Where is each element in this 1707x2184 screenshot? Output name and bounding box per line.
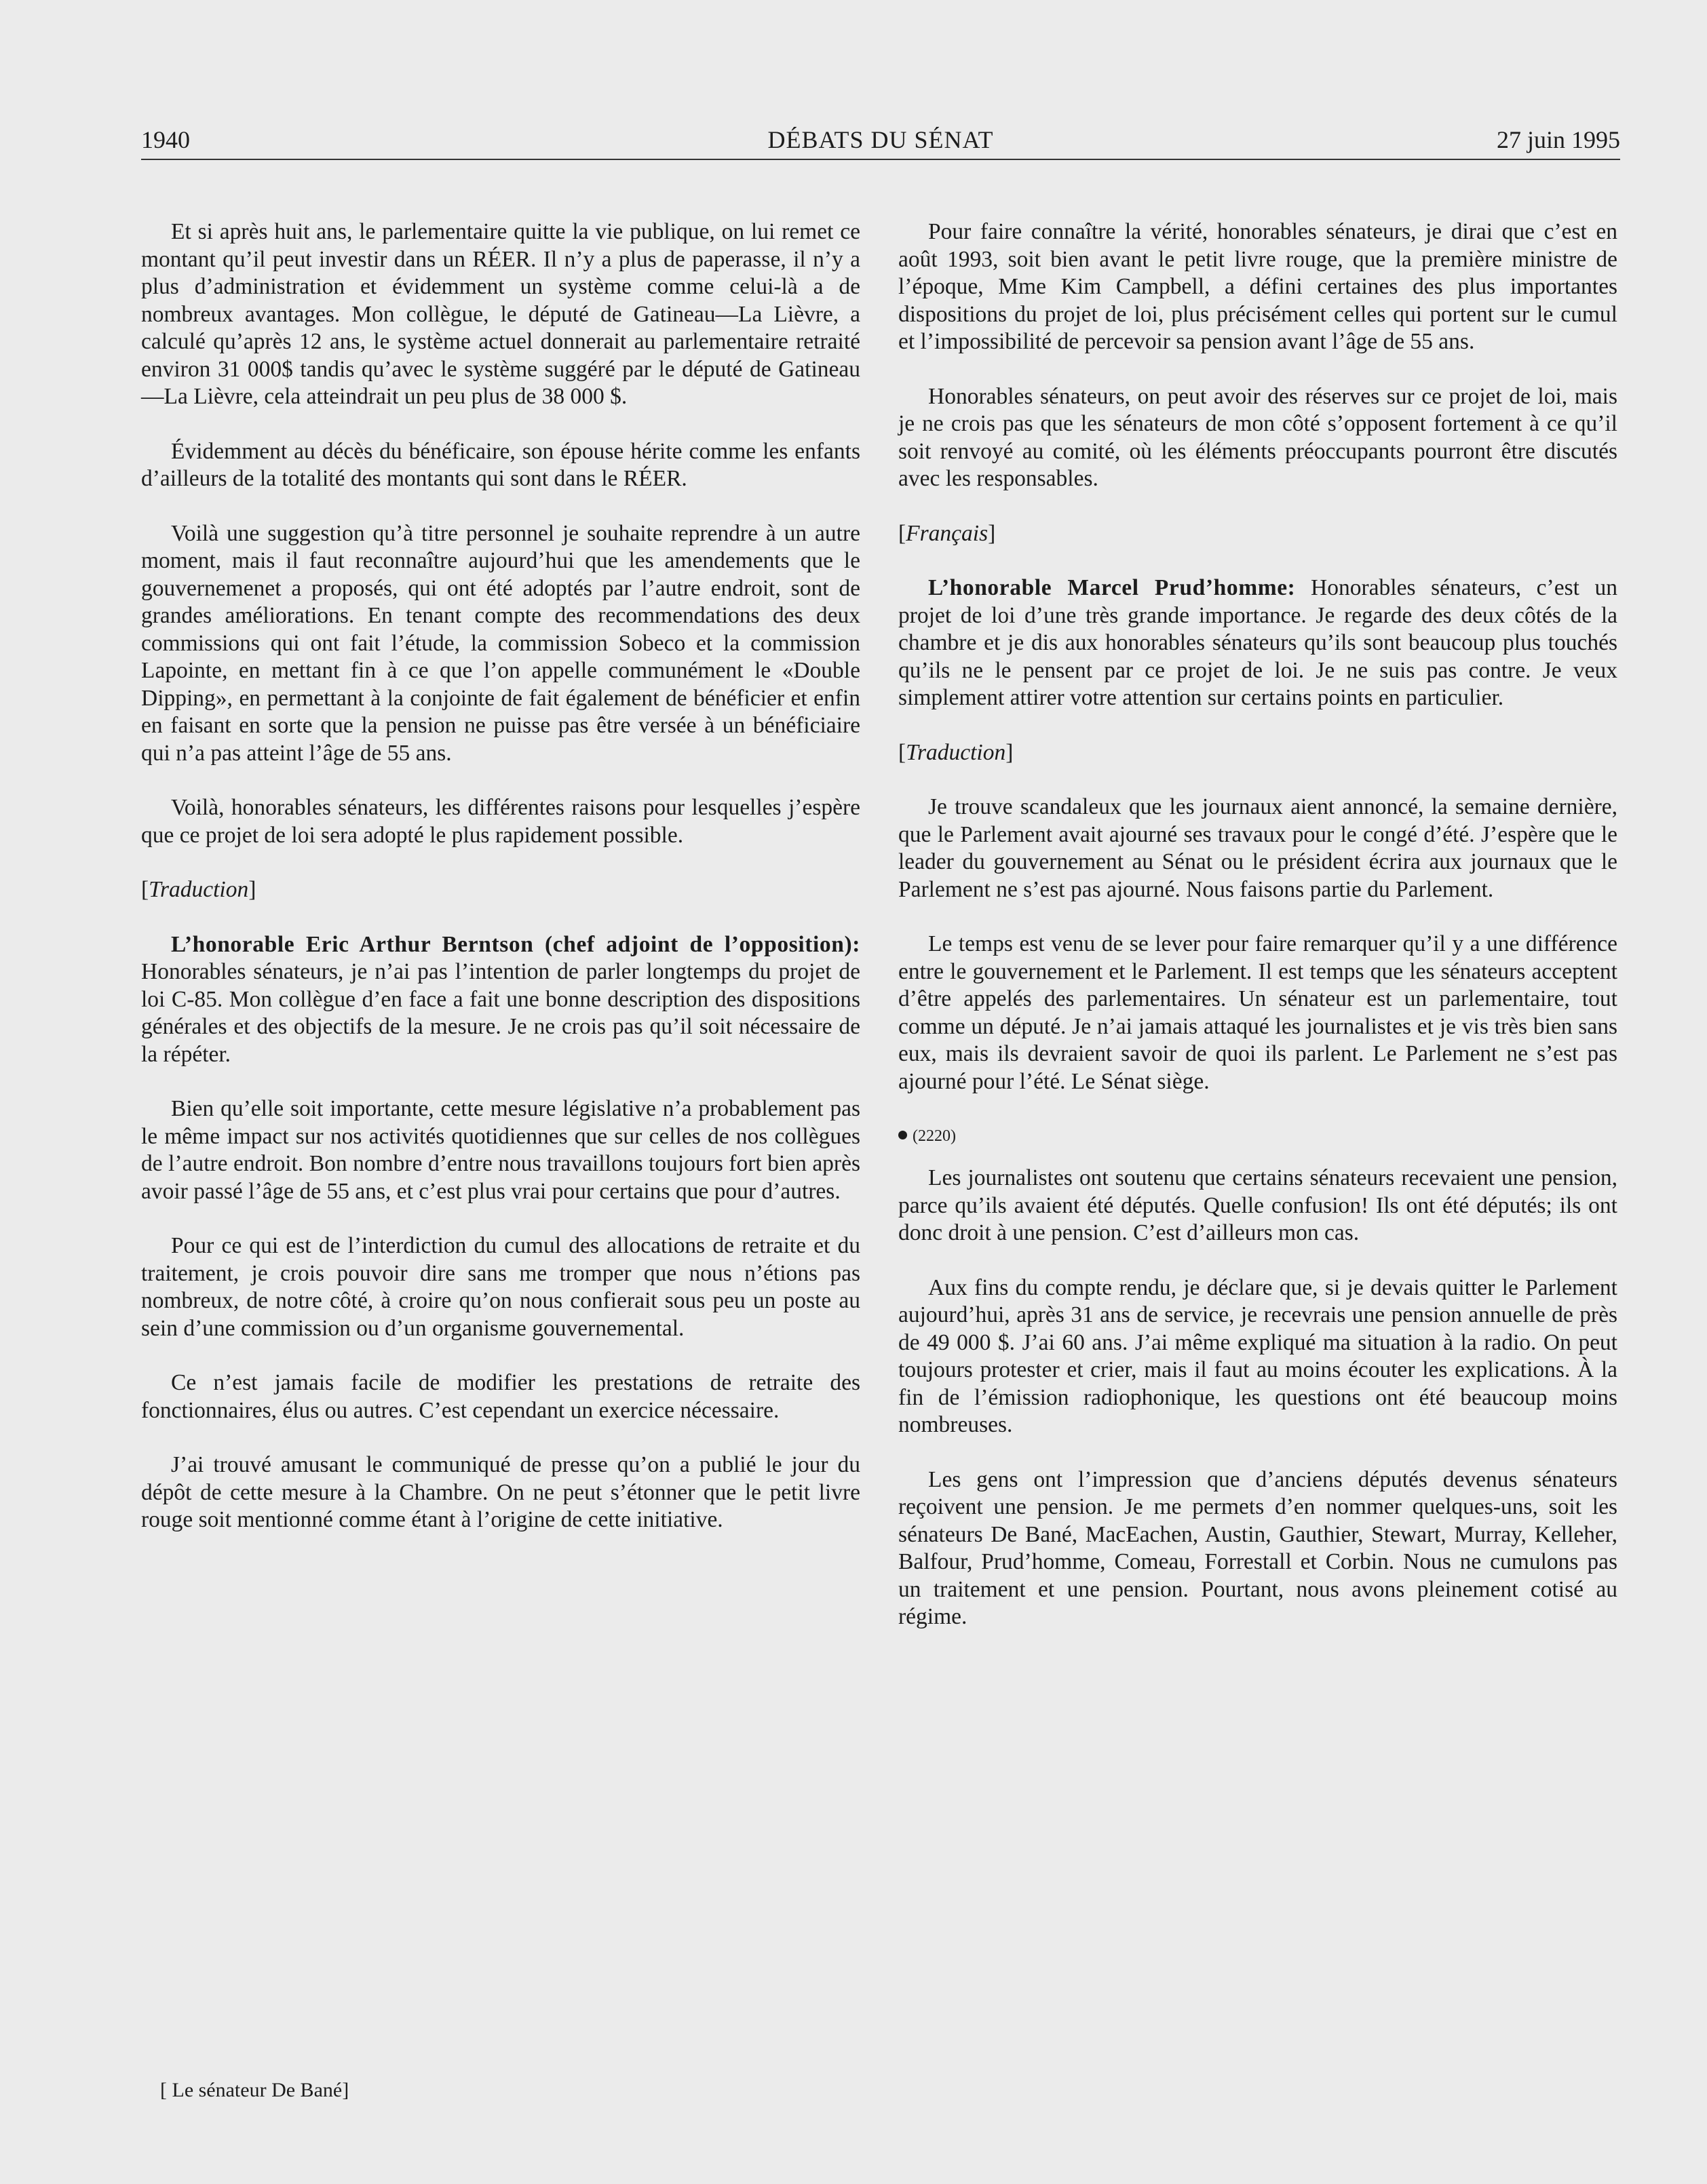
paragraph: Et si après huit ans, le parlementaire quitte la vie publique, on lui remet ce montant qu’il peut investir dans un RÉER. Il n’y a plus de paperasse, il n’y a plus d’administration et évidemment un système comme celui-là a de nombreux avantages. Mon collègue, le député de Gatineau—La Lièvre, a calculé qu’après 12 ans, le système actuel donnerait au parlementaire retraité environ 31 000$ tandis qu’avec le système suggéré par le député de Gatineau—La Lièvre, cela atteindrait un peu plus de 38 000 $. — [141, 219, 860, 409]
speaker-name: L’honorable Eric Arthur Berntson (chef adjoint de l’opposition): — [171, 931, 860, 957]
speech-text: Honorables sénateurs, c’est un projet de loi d’une très grande importance. Je regarde des deux côtés de la chambre et je dis aux honorables sénateurs qu’ils sont beaucoup plus touchés qu’ils ne le pensent par ce projet de loi. Je ne suis pas contre. Je veux simplement attirer votre attention sur certains points en particulier. — [898, 575, 1618, 710]
speech-text: Honorables sénateurs, je n’ai pas l’intention de parler longtemps du projet de loi C-85. Mon collègue d’en face a fait une bonne description des dispositions générales et des objectifs de la mesure. Je ne crois pas qu’il soit nécessaire de la répéter. — [141, 959, 860, 1067]
time-marker — [898, 1123, 1617, 1150]
paragraph: Voilà une suggestion qu’à titre personnel je souhaite reprendre à un autre moment, mais il faut reconnaître aujourd’hui que les amendements que le gouvernemenet a proposés, qui ont été adoptés par l’autre endroit, sont de grandes améliorations. En tenant compte des recommendations des deux commissions qui ont fait l’étude, la commission Sobeco et la commission Lapointe, en mettant fin à ce que l’on appelle communément le «Double Dipping», en permettant à la conjointe de fait également de bénéficier et enfin en faisant en sorte que la pension ne puisse pas être versée à un bénéficiaire qui n’a pas atteint l’âge de 55 ans. — [141, 520, 860, 766]
speaker-name: L’honorable Marcel Prud’homme: — [928, 575, 1296, 600]
paragraph: Bien qu’elle soit importante, cette mesure législative n’a probablement pas le même impact sur nos activités quotidiennes que sur celles de nos collègues de l’autre endroit. Bon nombre d’entre nous travaillons toujours fort bien après avoir passé l’âge de 55 ans, et c’est plus vrai pour certains que pour d’autres. — [141, 1096, 860, 1204]
paragraph: Évidemment au décès du bénéficaire, son épouse hérite comme les enfants d’ailleurs de la totalité des montants qui sont dans le RÉER. — [141, 438, 860, 491]
language-tag-text: Français — [906, 520, 989, 546]
page-date: 27 juin 1995 — [1496, 126, 1620, 153]
language-tag: [Traduction] — [898, 739, 1014, 765]
header-rule — [141, 159, 1620, 160]
language-tag-text: Traduction — [149, 877, 249, 902]
page-number: 1940 — [141, 126, 190, 153]
paragraph: Les journalistes ont soutenu que certains sénateurs recevaient une pension, parce qu’ils avaient été députés. Quelle confusion! Ils ont été députés; ils ont donc droit à une pension. C’est d’ailleurs mon cas. — [898, 1165, 1617, 1245]
speech-paragraph — [141, 931, 860, 1069]
paragraph: Le temps est venu de se lever pour faire remarquer qu’il y a une différence entre le gouvernement et le Parlement. Il est temps que les sénateurs acceptent d’être appelés des parlementaires. Un sénateur est un parlementaire, tout comme un député. Je n’ai jamais attaqué les journalistes et je vis très bien sans eux, mais ils devraient savoir de quoi ils parlent. Le Parlement ne s’est pas ajourné pour l’été. Le Sénat siège. — [898, 931, 1617, 1094]
time-marker-text: (2220) — [913, 1127, 956, 1145]
language-tag: [Français] — [898, 520, 996, 546]
page-footer: [ Le sénateur De Bané] — [160, 2079, 349, 2101]
paragraph: Aux fins du compte rendu, je déclare que, si je devais quitter le Parlement aujourd’hui, après 31 ans de service, je recevrais une pension annuelle de près de 49 000 $. J’ai 60 ans. J’ai même expliqué ma situation à la radio. On peut toujours protester et crier, mais il faut au moins écouter les explications. À la fin de l’émission radiophonique, les questions ont été beaucoup moins nombreuses. — [898, 1274, 1617, 1437]
paragraph: Les gens ont l’impression que d’anciens députés devenus sénateurs reçoivent une pension. Je me permets d’en nommer quelques-uns, soit les sénateurs De Bané, MacEachen, Austin, Gauthier, Stewart, Murray, Kelleher, Balfour, Prud’homme, Comeau, Forrestall et Corbin. Nous ne cumulons pas un traitement et une pension. Pourtant, nous avons pleinement cotisé au régime. — [898, 1466, 1617, 1629]
left-column — [141, 218, 860, 1561]
paragraph: Honorables sénateurs, on peut avoir des réserves sur ce projet de loi, mais je ne crois pas que les sénateurs de mon côté s’opposent fortement à ce qu’il soit renvoyé au comité, où les éléments préoccupants pourront être discutés avec les responsables. — [898, 383, 1617, 491]
right-column — [898, 218, 1617, 1658]
language-tag-text: Traduction — [906, 739, 1006, 765]
bullet-icon — [898, 1131, 907, 1139]
language-tag: [Traduction] — [141, 877, 256, 902]
paragraph: Je trouve scandaleux que les journaux aient annoncé, la semaine dernière, que le Parlement avait ajourné ses travaux pour le congé d’été. J’espère que le leader du gouvernement au Sénat ou le président écrira aux journaux que le Parlement ne s’est pas ajourné. Nous faisons partie du Parlement. — [898, 794, 1617, 902]
paragraph: Voilà, honorables sénateurs, les différentes raisons pour lesquelles j’espère que ce projet de loi sera adopté le plus rapidement possible. — [141, 795, 860, 848]
paragraph: Pour faire connaître la vérité, honorables sénateurs, je dirai que c’est en août 1993, soit bien avant le petit livre rouge, que la première ministre de l’époque, Mme Kim Campbell, a défini certaines des plus importantes dispositions du projet de loi, plus précisément celles qui portent sur le cumul et l’impossibilité de percevoir sa pension avant l’âge de 55 ans. — [898, 219, 1617, 354]
paragraph: Pour ce qui est de l’interdiction du cumul des allocations de retraite et du traitement, je crois pouvoir dire sans me tromper que nous n’étions pas nombreux, de notre côté, à croire qu’on nous confierait sous peu un poste au sein d’une commission ou d’un organisme gouvernemental. — [141, 1233, 860, 1341]
publication-title: DÉBATS DU SÉNAT — [767, 126, 994, 153]
paragraph: Ce n’est jamais facile de modifier les prestations de retraite des fonctionnaires, élus ou autres. C’est cependant un exercice nécessaire. — [141, 1370, 860, 1423]
speech-paragraph — [898, 574, 1617, 712]
page-header — [141, 122, 1620, 157]
paragraph: J’ai trouvé amusant le communiqué de presse qu’on a publié le jour du dépôt de cette mesure à la Chambre. On ne peut s’étonner que le petit livre rouge soit mentionné comme étant à l’origine de cette initiative. — [141, 1452, 860, 1532]
